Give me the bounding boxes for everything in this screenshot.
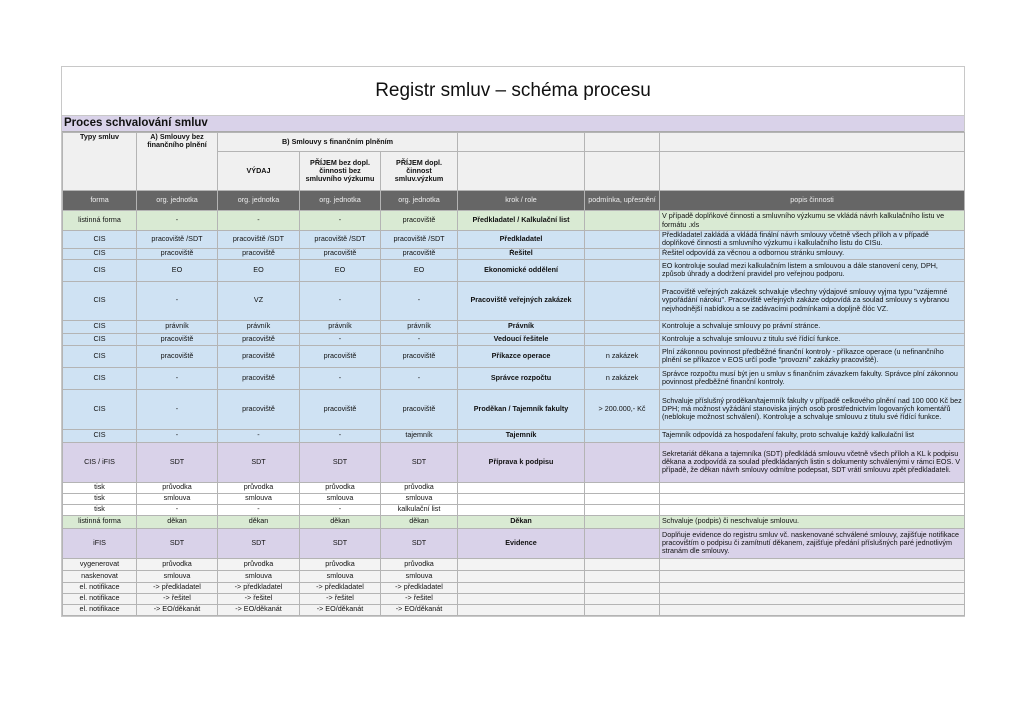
forma-cell: tisk — [63, 504, 137, 515]
column-header: forma — [63, 191, 137, 211]
prijem-dopl-cell: smlouva — [381, 493, 458, 504]
prijem-cell: - — [300, 333, 381, 345]
column-header: org. jednotka — [381, 191, 458, 211]
bez-plneni-cell: - — [137, 389, 218, 429]
forma-cell: CIS — [63, 333, 137, 345]
bez-plneni-cell: pracoviště — [137, 333, 218, 345]
bez-plneni-cell: pracoviště — [137, 345, 218, 367]
prijem-cell: smlouva — [300, 570, 381, 582]
vydaj-cell: SDT — [218, 528, 300, 558]
table-row — [63, 259, 965, 281]
bez-plneni-cell: smlouva — [137, 570, 218, 582]
prijem-cell: právník — [300, 320, 381, 333]
popis-cell: Doplňuje evidence do registru smluv vč. naskenované schválené smlouvy, zajišťuje notifikace pracovištím o podpisu či zamítnutí děkanem, zajišťuje předání příslušných paré jednotlivým stranám dle smlouvy. — [660, 528, 965, 558]
prijem-dopl-cell: - — [381, 367, 458, 389]
vydaj-cell: pracoviště — [218, 345, 300, 367]
prijem-dopl-cell: pracoviště — [381, 211, 458, 231]
page-title: Registr smluv – schéma procesu — [62, 67, 964, 116]
podminka-cell — [585, 231, 660, 249]
prijem-dopl-cell: EO — [381, 259, 458, 281]
bez-plneni-cell: děkan — [137, 515, 218, 528]
role-cell — [458, 558, 585, 570]
table-row — [63, 528, 965, 558]
podminka-cell — [585, 482, 660, 493]
table-row — [63, 604, 965, 615]
header-blank — [585, 152, 660, 191]
bez-plneni-cell: právník — [137, 320, 218, 333]
forma-cell: CIS / iFIS — [63, 442, 137, 482]
role-cell: Právník — [458, 320, 585, 333]
podminka-cell: > 200.000,- Kč — [585, 389, 660, 429]
bez-plneni-cell: EO — [137, 259, 218, 281]
column-header: popis činnosti — [660, 191, 965, 211]
bez-plneni-cell: pracoviště — [137, 248, 218, 259]
popis-cell: Řešitel odpovídá za věcnou a odbornou stránku smlouvy. — [660, 248, 965, 259]
forma-cell: CIS — [63, 281, 137, 320]
prijem-cell: průvodka — [300, 558, 381, 570]
popis-cell — [660, 604, 965, 615]
popis-cell: Předkladatel zakládá a vkládá finální návrh smlouvy včetně všech příloh a v případě doplňkové činnosti a smluvního výzkumu i kalkulačního listu do CISu. — [660, 231, 965, 249]
bez-plneni-cell: SDT — [137, 528, 218, 558]
table-row — [63, 515, 965, 528]
forma-cell: CIS — [63, 389, 137, 429]
section-title: Proces schvalování smluv — [62, 116, 964, 132]
prijem-dopl-cell: pracoviště — [381, 248, 458, 259]
podminka-cell — [585, 259, 660, 281]
forma-cell: el. notifikace — [63, 593, 137, 604]
forma-cell: CIS — [63, 367, 137, 389]
process-sheet — [61, 66, 965, 617]
prijem-cell: SDT — [300, 528, 381, 558]
table-row — [63, 558, 965, 570]
vydaj-cell: SDT — [218, 442, 300, 482]
vydaj-cell: - — [218, 429, 300, 442]
prijem-cell: - — [300, 429, 381, 442]
role-cell — [458, 493, 585, 504]
table-row — [63, 493, 965, 504]
process-table-body — [63, 133, 965, 616]
popis-cell — [660, 493, 965, 504]
prijem-cell: pracoviště /SDT — [300, 231, 381, 249]
prijem-cell: - — [300, 504, 381, 515]
popis-cell — [660, 570, 965, 582]
column-header: org. jednotka — [218, 191, 300, 211]
role-cell — [458, 570, 585, 582]
podminka-cell — [585, 333, 660, 345]
prijem-cell: - — [300, 367, 381, 389]
podminka-cell — [585, 593, 660, 604]
role-cell: Příprava k podpisu — [458, 442, 585, 482]
bez-plneni-cell: smlouva — [137, 493, 218, 504]
prijem-dopl-cell: děkan — [381, 515, 458, 528]
role-cell: Ekonomické oddělení — [458, 259, 585, 281]
podminka-cell — [585, 582, 660, 593]
forma-cell: CIS — [63, 231, 137, 249]
podminka-cell — [585, 281, 660, 320]
role-cell: Pracoviště veřejných zakázek — [458, 281, 585, 320]
popis-cell: Kontroluje a schvaluje smlouvu z titulu své řídící funkce. — [660, 333, 965, 345]
popis-cell — [660, 593, 965, 604]
role-cell: Příkazce operace — [458, 345, 585, 367]
header-prijem-2: PŘÍJEM dopl. činnost smluv.výzkum — [381, 152, 458, 191]
vydaj-cell: pracoviště /SDT — [218, 231, 300, 249]
table-row — [63, 333, 965, 345]
forma-cell: CIS — [63, 320, 137, 333]
vydaj-cell: -> předkladatel — [218, 582, 300, 593]
popis-cell: V případě doplňkové činnosti a smluvního výzkumu se vkládá návrh kalkulačního listu ve formátu .xls — [660, 211, 965, 231]
header-group-a: A) Smlouvy bez finančního plnění — [137, 133, 218, 191]
vydaj-cell: pracoviště — [218, 367, 300, 389]
forma-cell: vygenerovat — [63, 558, 137, 570]
popis-cell — [660, 482, 965, 493]
podminka-cell — [585, 570, 660, 582]
prijem-dopl-cell: pracoviště /SDT — [381, 231, 458, 249]
table-row — [63, 582, 965, 593]
popis-cell: Sekretariát děkana a tajemníka (SDT) předkládá smlouvu včetně všech příloh a KL k podpisu děkana a zodpovídá za soulad předkládaných listin s dokumenty schválenými v rámci EOS. V případě, že děkan návrh smlouvy odmítne podepsat, SDT vrátí smlouvu zpět předkladateli. — [660, 442, 965, 482]
forma-cell: CIS — [63, 259, 137, 281]
table-row — [63, 211, 965, 231]
prijem-dopl-cell: -> EO/děkanát — [381, 604, 458, 615]
bez-plneni-cell: - — [137, 281, 218, 320]
table-row — [63, 320, 965, 333]
vydaj-cell: pracoviště — [218, 248, 300, 259]
role-cell — [458, 593, 585, 604]
vydaj-cell: smlouva — [218, 570, 300, 582]
role-cell: Předkladatel — [458, 231, 585, 249]
podminka-cell — [585, 320, 660, 333]
role-cell: Správce rozpočtu — [458, 367, 585, 389]
vydaj-cell: právník — [218, 320, 300, 333]
forma-cell: el. notifikace — [63, 604, 137, 615]
bez-plneni-cell: SDT — [137, 442, 218, 482]
table-row — [63, 482, 965, 493]
header-blank — [585, 133, 660, 152]
prijem-dopl-cell: pracoviště — [381, 345, 458, 367]
table-row — [63, 248, 965, 259]
podminka-cell — [585, 515, 660, 528]
forma-cell: CIS — [63, 429, 137, 442]
podminka-cell — [585, 248, 660, 259]
role-cell: Evidence — [458, 528, 585, 558]
column-header: krok / role — [458, 191, 585, 211]
vydaj-cell: -> EO/děkanát — [218, 604, 300, 615]
prijem-dopl-cell: průvodka — [381, 558, 458, 570]
forma-cell: el. notifikace — [63, 582, 137, 593]
role-cell: Řešitel — [458, 248, 585, 259]
vydaj-cell: smlouva — [218, 493, 300, 504]
podminka-cell — [585, 604, 660, 615]
header-blank — [458, 152, 585, 191]
column-header: podmínka, upřesnění — [585, 191, 660, 211]
prijem-cell: -> EO/děkanát — [300, 604, 381, 615]
table-row — [63, 281, 965, 320]
bez-plneni-cell: - — [137, 504, 218, 515]
prijem-cell: -> předkladatel — [300, 582, 381, 593]
prijem-dopl-cell: - — [381, 281, 458, 320]
prijem-dopl-cell: -> řešitel — [381, 593, 458, 604]
prijem-dopl-cell: -> předkladatel — [381, 582, 458, 593]
vydaj-cell: pracoviště — [218, 333, 300, 345]
prijem-cell: -> řešitel — [300, 593, 381, 604]
role-cell: Vedoucí řešitele — [458, 333, 585, 345]
podminka-cell — [585, 558, 660, 570]
header-types: Typy smluv — [63, 133, 137, 191]
column-header: org. jednotka — [137, 191, 218, 211]
podminka-cell — [585, 211, 660, 231]
popis-cell — [660, 582, 965, 593]
podminka-cell — [585, 442, 660, 482]
column-header: org. jednotka — [300, 191, 381, 211]
vydaj-cell: průvodka — [218, 482, 300, 493]
popis-cell: EO kontroluje soulad mezi kalkulačním listem a smlouvou a dále stanovení ceny, DPH, způsob úhrady a dodržení pravidel pro veřejnou podporu. — [660, 259, 965, 281]
header-blank — [458, 133, 585, 152]
forma-cell: CIS — [63, 248, 137, 259]
table-row — [63, 593, 965, 604]
vydaj-cell: pracoviště — [218, 389, 300, 429]
table-row — [63, 389, 965, 429]
popis-cell: Tajemník odpovídá za hospodaření fakulty, proto schvaluje každý kalkulační list — [660, 429, 965, 442]
vydaj-cell: děkan — [218, 515, 300, 528]
header-vydaj: VÝDAJ — [218, 152, 300, 191]
table-row — [63, 429, 965, 442]
prijem-dopl-cell: průvodka — [381, 482, 458, 493]
prijem-dopl-cell: pracoviště — [381, 389, 458, 429]
popis-cell: Pracoviště veřejných zakázek schvaluje všechny výdajové smlouvy vyjma typu "vzájemné vypořádání nároku". Pracoviště veřejných zakáze odpovídá za soulad smlouvy s vybranou nejvhodnější nabídkou a se zadávacími podmínkami a dopljně člóc VZ. — [660, 281, 965, 320]
prijem-cell: pracoviště — [300, 389, 381, 429]
vydaj-cell: - — [218, 211, 300, 231]
prijem-cell: smlouva — [300, 493, 381, 504]
popis-cell — [660, 504, 965, 515]
podminka-cell — [585, 429, 660, 442]
prijem-cell: - — [300, 211, 381, 231]
header-blank — [660, 152, 965, 191]
prijem-cell: pracoviště — [300, 248, 381, 259]
vydaj-cell: průvodka — [218, 558, 300, 570]
forma-cell: CIS — [63, 345, 137, 367]
vydaj-cell: -> řešitel — [218, 593, 300, 604]
prijem-dopl-cell: SDT — [381, 442, 458, 482]
role-cell — [458, 604, 585, 615]
prijem-dopl-cell: kalkulační list — [381, 504, 458, 515]
vydaj-cell: - — [218, 504, 300, 515]
forma-cell: listinná forma — [63, 211, 137, 231]
podminka-cell — [585, 528, 660, 558]
forma-cell: listinná forma — [63, 515, 137, 528]
prijem-cell: EO — [300, 259, 381, 281]
prijem-cell: - — [300, 281, 381, 320]
prijem-dopl-cell: smlouva — [381, 570, 458, 582]
podminka-cell — [585, 493, 660, 504]
podminka-cell: n zakázek — [585, 345, 660, 367]
bez-plneni-cell: - — [137, 429, 218, 442]
vydaj-cell: VZ — [218, 281, 300, 320]
podminka-cell — [585, 504, 660, 515]
role-cell: Proděkan / Tajemník fakulty — [458, 389, 585, 429]
popis-cell: Správce rozpočtu musí být jen u smluv s finančním závazkem fakulty. Správce plní zákonnou povinnost předběžné finanční kontroly. — [660, 367, 965, 389]
podminka-cell: n zakázek — [585, 367, 660, 389]
popis-cell — [660, 558, 965, 570]
role-cell: Děkan — [458, 515, 585, 528]
header-blank — [660, 133, 965, 152]
prijem-dopl-cell: tajemník — [381, 429, 458, 442]
bez-plneni-cell: -> EO/děkanát — [137, 604, 218, 615]
vydaj-cell: EO — [218, 259, 300, 281]
table-row — [63, 570, 965, 582]
bez-plneni-cell: pracoviště /SDT — [137, 231, 218, 249]
prijem-dopl-cell: SDT — [381, 528, 458, 558]
forma-cell: tisk — [63, 493, 137, 504]
forma-cell: iFIS — [63, 528, 137, 558]
popis-cell: Kontroluje a schvaluje smlouvy po právní stránce. — [660, 320, 965, 333]
prijem-cell: pracoviště — [300, 345, 381, 367]
bez-plneni-cell: - — [137, 211, 218, 231]
role-cell: Tajemník — [458, 429, 585, 442]
bez-plneni-cell: -> předkladatel — [137, 582, 218, 593]
popis-cell: Schvaluje (podpis) či neschvaluje smlouvu. — [660, 515, 965, 528]
table-row — [63, 345, 965, 367]
prijem-dopl-cell: právník — [381, 320, 458, 333]
bez-plneni-cell: průvodka — [137, 482, 218, 493]
prijem-cell: děkan — [300, 515, 381, 528]
popis-cell: Schvaluje příslušný proděkan/tajemník fakulty v případě celkového plnění nad 100 000 Kč bez DPH; má možnost vyžádání stanoviska jiných osob prostřednictvím logovaných komentářů (neblokuje možnost schválení). Kontroluje a schvaluje smlouvu z titulu své řídící funkce. — [660, 389, 965, 429]
table-row — [63, 231, 965, 249]
header-group-b: B) Smlouvy s finančním plněním — [218, 133, 458, 152]
table-row — [63, 504, 965, 515]
process-table — [62, 132, 965, 616]
prijem-cell: průvodka — [300, 482, 381, 493]
role-cell: Předkladatel / Kalkulační list — [458, 211, 585, 231]
popis-cell: Plní zákonnou povinnost předběžné finanční kontroly - příkazce operace (u nefinančního plnění se příkazce v EOS určí podle "provozní" zakázky pracoviště). — [660, 345, 965, 367]
table-row — [63, 367, 965, 389]
role-cell — [458, 582, 585, 593]
bez-plneni-cell: -> řešitel — [137, 593, 218, 604]
forma-cell: tisk — [63, 482, 137, 493]
forma-cell: naskenovat — [63, 570, 137, 582]
prijem-cell: SDT — [300, 442, 381, 482]
bez-plneni-cell: průvodka — [137, 558, 218, 570]
role-cell — [458, 504, 585, 515]
prijem-dopl-cell: - — [381, 333, 458, 345]
role-cell — [458, 482, 585, 493]
table-row — [63, 442, 965, 482]
bez-plneni-cell: - — [137, 367, 218, 389]
header-prijem-1: PŘÍJEM bez dopl. činnosti bez smluvního výzkumu — [300, 152, 381, 191]
